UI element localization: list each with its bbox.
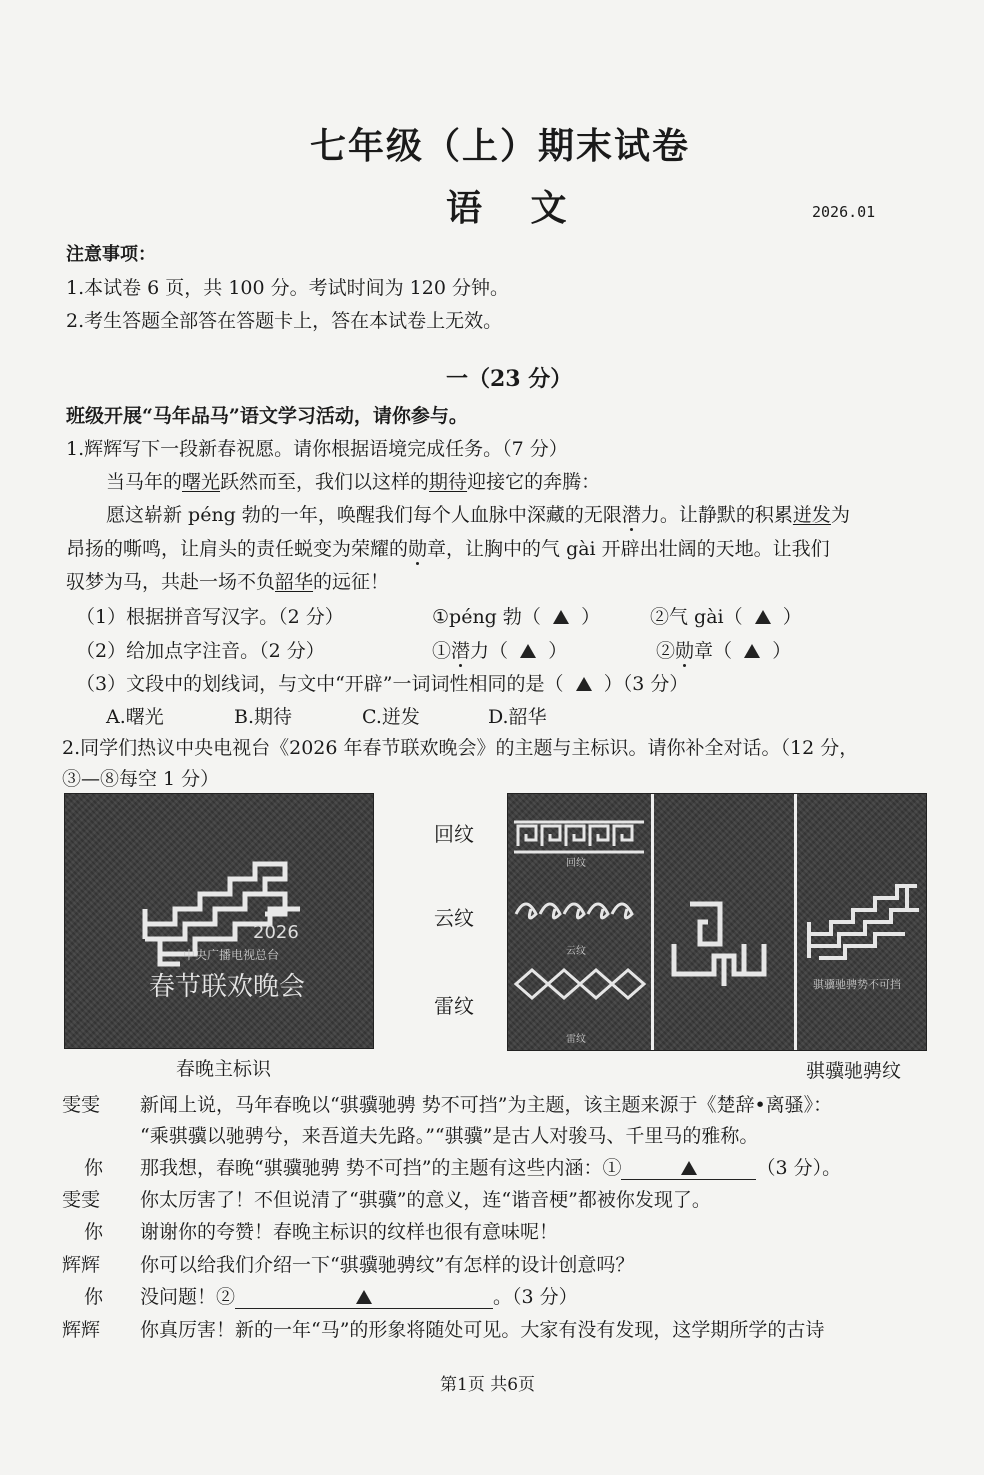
passage-line-4: 驭梦为马，共赴一场不负韶华的远征！	[66, 571, 390, 593]
answer-blank-2	[235, 1286, 493, 1309]
notice-heading: 注意事项：	[66, 244, 156, 265]
speaker-5: 你	[84, 1221, 104, 1243]
answer-triangle-icon	[356, 1290, 372, 1304]
underlined-word-shaohua: 韶华	[275, 571, 314, 593]
dialogue-line-4: 你太厉害了！不但说清了“骐骥”的意义，连“谐音梗”都被你发现了。	[140, 1189, 711, 1211]
panel-label-yunwen: 云纹	[566, 946, 586, 957]
answer-triangle-icon	[744, 644, 760, 658]
dotted-char-xun: 勋	[408, 538, 428, 560]
section-intro: 班级开展“马年品马”语文学习活动，请你参与。	[66, 405, 468, 427]
option-d[interactable]: D.韶华	[488, 706, 547, 728]
dialogue-line-3[interactable]: 那我想，春晚“骐骥驰骋 势不可挡”的主题有这些内涵：① （3 分）。	[140, 1157, 842, 1179]
answer-triangle-icon	[576, 677, 592, 691]
meander-patterns-icon	[508, 794, 651, 1050]
option-c[interactable]: C.迸发	[362, 706, 420, 728]
label-yunwen: 云纹	[434, 906, 474, 930]
underlined-word-bengfa: 迸发	[792, 504, 831, 526]
subq-1-label: （1）根据拼音写汉字。（2 分）	[76, 606, 344, 628]
dialogue-line-8: 你真厉害！新的一年“马”的形象将随处可见。大家有没有发现，这学期所学的古诗	[140, 1319, 825, 1341]
section-heading: 一（23 分）	[446, 366, 573, 392]
speaker-3: 你	[84, 1157, 104, 1179]
answer-triangle-icon	[755, 610, 771, 624]
answer-triangle-icon	[520, 644, 536, 658]
question-2-stem-line-2: ③—⑧每空 1 分）	[62, 768, 220, 790]
underlined-word-shuguang: 曙光	[182, 471, 221, 493]
horse-stroke-pattern-icon	[654, 794, 794, 1050]
logo-year: 2026	[253, 922, 299, 943]
subq-1-blank-a[interactable]: ①péng 勃（ ）	[432, 606, 601, 628]
answer-triangle-icon	[553, 610, 569, 624]
pattern-panels-image	[507, 793, 927, 1051]
panel-label-huiwen: 回纹	[566, 858, 586, 869]
passage-line-2: 愿这崭新 péng 勃的一年，唤醒我们每个人血脉中深藏的无限潜力。让静默的积累迸发为	[106, 504, 850, 526]
dialogue-line-1: 新闻上说，马年春晚以“骐骥驰骋 势不可挡”为主题，该主题来源于《楚辞•离骚》：	[140, 1094, 833, 1116]
passage-line-1: 当马年的曙光跃然而至，我们以这样的期待迎接它的奔腾：	[106, 471, 601, 493]
caption-left: 春晚主标识	[176, 1058, 272, 1080]
label-huiwen: 回纹	[434, 822, 474, 846]
subq-2-label: （2）给加点字注音。（2 分）	[76, 640, 325, 662]
logo-small-text: 中央广播电视总台	[183, 948, 280, 962]
question-1-stem: 1.辉辉写下一段新春祝愿。请你根据语境完成任务。（7 分）	[66, 438, 568, 460]
dialogue-line-6: 你可以给我们介绍一下“骐骥驰骋纹”有怎样的设计创意吗？	[140, 1254, 635, 1276]
caption-right: 骐骥驰骋纹	[806, 1060, 902, 1082]
passage-line-3: 昂扬的嘶鸣，让肩头的责任蜕变为荣耀的勋章，让胸中的气 gài 开辟出壮阔的天地。让我们	[66, 538, 830, 560]
option-a[interactable]: A.曙光	[106, 706, 164, 728]
speaker-7: 你	[84, 1286, 104, 1308]
answer-triangle-icon	[681, 1161, 697, 1175]
exam-title: 七年级（上）期末试卷	[310, 125, 691, 167]
option-b[interactable]: B.期待	[234, 706, 293, 728]
exam-date: 2026.01	[812, 203, 876, 221]
horse-pattern-logo-icon	[65, 794, 373, 1048]
answer-blank-1	[621, 1157, 756, 1180]
dotted-char-qian: 潜	[621, 504, 641, 526]
speaker-1: 雯雯	[62, 1094, 101, 1116]
subq-2-blank-a[interactable]: ①潜力（ ）	[432, 640, 568, 662]
speaker-6: 辉辉	[62, 1254, 101, 1276]
panel-label-leiwen: 雷纹	[566, 1034, 586, 1045]
subq-3[interactable]: （3）文段中的划线词，与文中“开辟”一词词性相同的是（ ）（3 分）	[76, 673, 689, 695]
right-small-text: 骐骥驰骋势不可挡	[813, 978, 901, 991]
subq-1-blank-b[interactable]: ②气 gài（ ）	[650, 606, 802, 628]
gala-logo-image	[64, 793, 374, 1049]
speaker-4: 雯雯	[62, 1189, 101, 1211]
dialogue-line-7[interactable]: 没问题！② 。（3 分）	[140, 1286, 578, 1308]
label-leiwen: 雷纹	[434, 994, 474, 1018]
speaker-8: 辉辉	[62, 1319, 101, 1341]
notice-item-2: 2.考生答题全部答在答题卡上，答在本试卷上无效。	[66, 310, 503, 332]
subq-2-blank-b[interactable]: ②勋章（ ）	[656, 640, 792, 662]
notice-item-1: 1.本试卷 6 页，共 100 分。考试时间为 120 分钟。	[66, 277, 509, 299]
question-2-stem-line-1: 2.同学们热议中央电视台《2026 年春节联欢晚会》的主题与主标识。请你补全对话。（12 分，	[62, 737, 859, 759]
dialogue-line-2: “乘骐骥以驰骋兮，来吾道夫先路。”“骐骥”是古人对骏马、千里马的雅称。	[140, 1125, 759, 1147]
dialogue-line-5: 谢谢你的夸赞！春晚主标识的纹样也很有意味呢！	[140, 1221, 559, 1243]
qiji-pattern-icon	[797, 794, 926, 1050]
logo-title-text: 春节联欢晚会	[149, 972, 306, 1002]
underlined-word-qidai: 期待	[429, 471, 468, 493]
page-footer: 第1页 共6页	[440, 1375, 536, 1395]
subject-title: 语 文	[446, 187, 585, 229]
